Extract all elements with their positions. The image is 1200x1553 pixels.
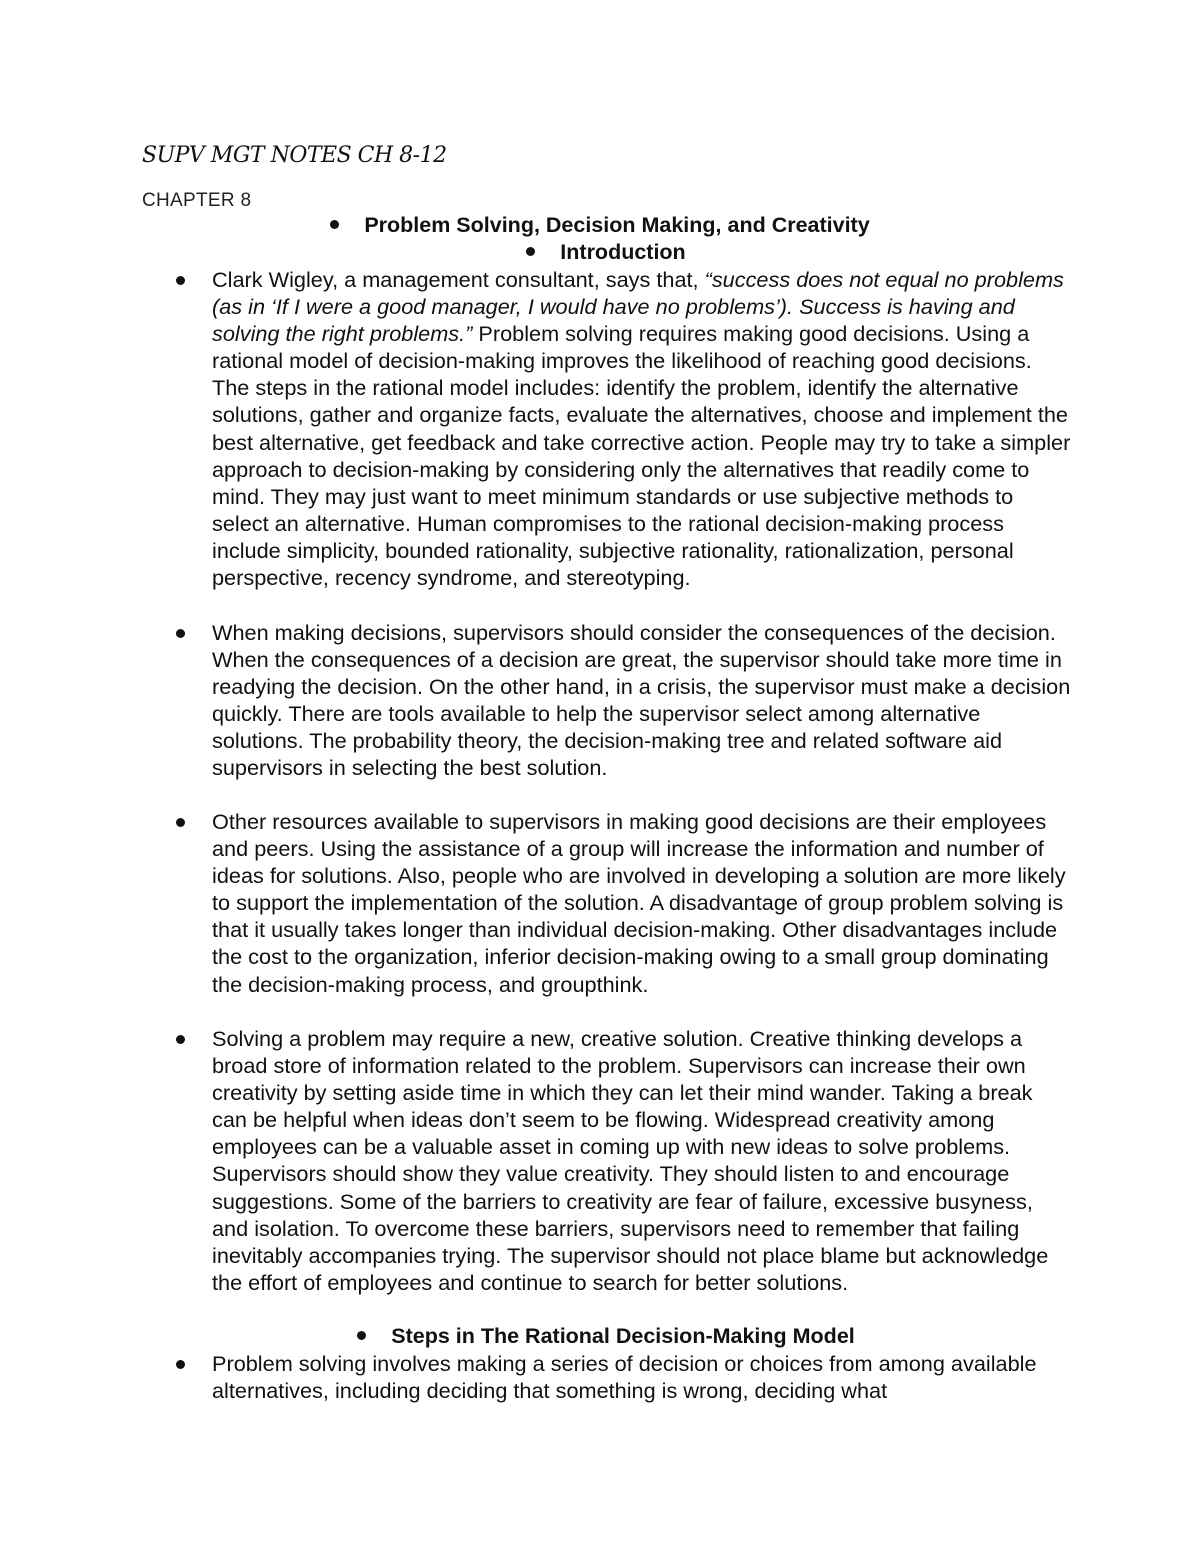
list-item: [176, 1350, 1076, 1406]
bullet-icon: [176, 818, 185, 827]
bullet-icon: [176, 629, 185, 638]
section-heading-introduction: [0, 239, 1200, 266]
bullet-icon: [330, 220, 339, 229]
section-heading-text: Introduction: [560, 240, 686, 264]
list-item: [176, 808, 1076, 1025]
bullet-icon: [176, 1360, 185, 1369]
list-item-text: When making decisions, supervisors should consider the consequences of the decision. When the consequences of a decision are great, the supervisor should take more time in readying the decision. On the other hand, in a crisis, the supervisor must make a decision quickly. There are tools available to help the supervisor select among alternative solutions. The probability theory, the decision-making tree and related software aid supervisors in selecting the best solution.: [212, 620, 1071, 781]
section-heading-text: Steps in The Rational Decision-Making Model: [391, 1324, 855, 1348]
list-item: [176, 1025, 1076, 1323]
bullet-icon: [357, 1331, 366, 1340]
list-item-text: Other resources available to supervisors in making good decisions are their employees and peers. Using the assistance of a group will increase the information and number of ideas for solutions. Also, people who are involved in developing a solution are more likely to support the implementation of the solution. A disadvantage of group problem solving is that it usually takes longer than individual decision-making. Other disadvantages include the cost to the organization, inferior decision-making owing to a small group dominating the decision-making process, and groupthink.: [212, 809, 1066, 997]
section-heading-text: Problem Solving, Decision Making, and Creativity: [364, 213, 870, 237]
list-item: [176, 619, 1076, 809]
bullet-icon: [526, 247, 535, 256]
chapter-label: CHAPTER 8: [142, 190, 252, 211]
paragraph-rest: Problem solving requires making good decisions. Using a rational model of decision-making improves the likelihood of reaching good decisions. The steps in the rational model includes: identify the problem, identify the alternative solutions, gather and organize facts, evaluate the alternatives, choose and implement the best alternative, get feedback and take corrective action. People may try to take a simpler approach to decision-making by considering only the alternatives that readily come to mind. They may just want to meet minimum standards or use subjective methods to select an alternative. Human compromises to the rational decision-making process include simplicity, bounded rationality, subjective rationality, rationalization, personal perspective, recency syndrome, and stereotyping.: [212, 321, 1071, 591]
section-heading-steps: [0, 1323, 1200, 1350]
document-title: SUPV MGT NOTES CH 8-12: [142, 143, 447, 168]
bullet-icon: [176, 1035, 185, 1044]
list-item-text: Solving a problem may require a new, creative solution. Creative thinking develops a broad store of information related to the problem. Supervisors can increase their own creativity by setting aside time in which they can let their mind wander. Taking a break can be helpful when ideas don’t seem to be flowing. Widespread creativity among employees can be a valuable asset in coming up with new ideas to solve problems. Supervisors should show they value creativity. They should listen to and encourage suggestions. Some of the barriers to creativity are fear of failure, excessive busyness, and isolation. To overcome these barriers, supervisors need to remember that failing inevitably accompanies trying. The supervisor should not place blame but acknowledge the effort of employees and continue to search for better solutions.: [212, 1026, 1049, 1295]
section-heading-problem-solving: [0, 212, 1200, 239]
list-item: [176, 266, 1076, 618]
list-item-text: Problem solving involves making a series of decision or choices from among available alternatives, including deciding that something is wrong, deciding what: [212, 1351, 1037, 1404]
bullet-icon: [176, 276, 185, 285]
quote-lead: Clark Wigley, a management consultant, says that,: [212, 267, 705, 292]
quote-text: “success does not equal no problems (as in ‘If I were a good manager, I would have no problems’). Success is having and solving the right problems.”: [212, 267, 1064, 347]
list-item-text: [212, 266, 1072, 591]
